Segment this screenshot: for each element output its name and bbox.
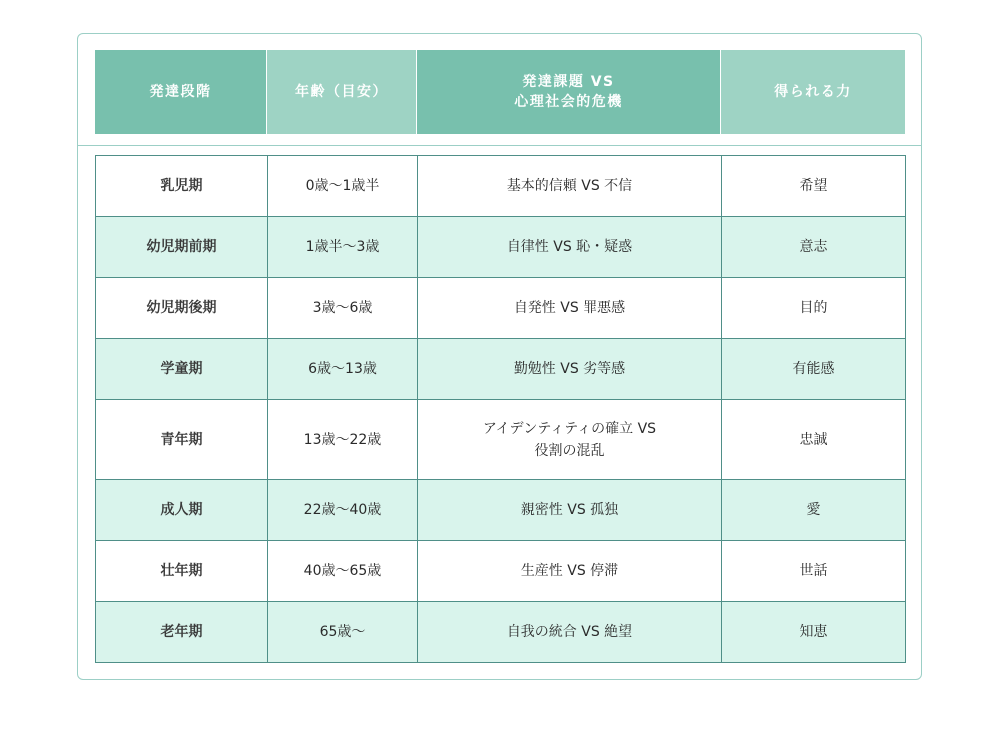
table-row	[96, 480, 905, 541]
stage-cell: 青年期	[96, 400, 268, 479]
task-cell: 自発性 VS 罪悪感	[418, 278, 722, 338]
task-cell: アイデンティティの確立 VS 役割の混乱	[418, 400, 722, 479]
stage-cell: 壮年期	[96, 541, 268, 601]
stage-cell: 老年期	[96, 602, 268, 662]
age-cell: 3歳〜6歳	[268, 278, 418, 338]
task-cell: 生産性 VS 停滞	[418, 541, 722, 601]
header-stage: 発達段階	[95, 50, 267, 134]
table-row	[96, 339, 905, 400]
age-cell: 6歳〜13歳	[268, 339, 418, 399]
strength-cell: 愛	[806, 502, 821, 518]
strength-cell: 知恵	[799, 624, 828, 640]
header-task: 発達課題 VS 心理社会的危機	[417, 50, 721, 134]
strength-cell: 有能感	[792, 361, 835, 377]
age-cell: 13歳〜22歳	[268, 400, 418, 479]
strength-cell: 目的	[799, 300, 828, 316]
header-age: 年齢（目安）	[267, 50, 417, 134]
table-header	[95, 50, 905, 134]
table-row	[96, 156, 905, 217]
stage-cell: 幼児期後期	[96, 278, 268, 338]
age-cell: 40歳〜65歳	[268, 541, 418, 601]
stage-cell: 幼児期前期	[96, 217, 268, 277]
stage-cell: 学童期	[96, 339, 268, 399]
table-row	[96, 400, 905, 480]
stage-cell: 乳児期	[96, 156, 268, 216]
task-cell: 自律性 VS 恥・疑惑	[418, 217, 722, 277]
strength-cell: 希望	[799, 178, 828, 194]
table-row	[96, 217, 905, 278]
age-cell: 1歳半〜3歳	[268, 217, 418, 277]
stage-cell: 成人期	[96, 480, 268, 540]
age-cell: 0歳〜1歳半	[268, 156, 418, 216]
table-row	[96, 541, 905, 602]
strength-cell: 世話	[799, 563, 828, 579]
age-cell: 22歳〜40歳	[268, 480, 418, 540]
task-cell: 自我の統合 VS 絶望	[418, 602, 722, 662]
strength-cell: 意志	[799, 239, 828, 255]
header-strength: 得られる力	[721, 50, 905, 134]
task-cell: 基本的信頼 VS 不信	[418, 156, 722, 216]
task-cell: 勤勉性 VS 劣等感	[418, 339, 722, 399]
header-divider	[77, 145, 922, 146]
strength-cell: 忠誠	[799, 431, 828, 448]
task-cell: 親密性 VS 孤独	[418, 480, 722, 540]
table-row	[96, 602, 905, 662]
table-row	[96, 278, 905, 339]
age-cell: 65歳〜	[268, 602, 418, 662]
table-body	[95, 155, 906, 663]
